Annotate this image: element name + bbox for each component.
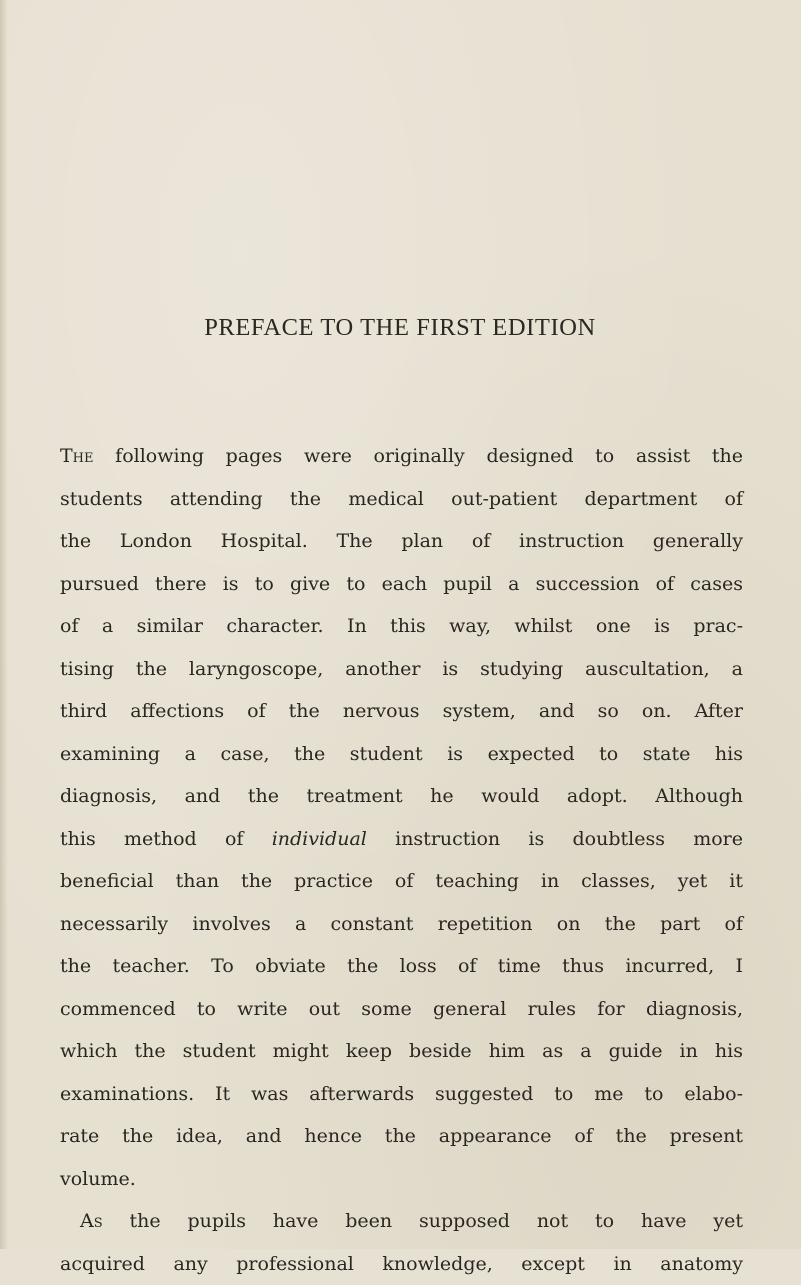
text-line: this method of individual instruction is doubtless more [60,818,743,861]
text-line: of a similar character. In this way, whilst one is prac- [60,605,743,648]
text-line: diagnosis, and the treatment he would adopt. Although [60,775,743,818]
text-line: examining a case, the student is expected to state his [60,733,743,776]
text-line: necessarily involves a constant repetition on the part of [60,903,743,946]
page-gutter-shadow [0,0,8,1249]
text-line: beneficial than the practice of teaching in classes, yet it [60,860,743,903]
text-line: The following pages were originally designed to assist the [60,435,743,478]
text-line: the London Hospital. The plan of instruction generally [60,520,743,563]
text-line: third affections of the nervous system, and so on. After [60,690,743,733]
drop-word: As [80,1210,103,1232]
text-line: As the pupils have been supposed not to have yet [60,1200,743,1243]
text-line: volume. [60,1158,743,1201]
text-line: tising the laryngoscope, another is studying auscultation, a [60,648,743,691]
drop-word: The [60,445,94,467]
text-line: pursued there is to give to each pupil a succession of cases [60,563,743,606]
page-title: PREFACE TO THE FIRST EDITION [110,314,690,342]
text-line: commenced to write out some general rules for diagnosis, [60,988,743,1031]
text-line: rate the idea, and hence the appearance of the present [60,1115,743,1158]
text-line: which the student might keep beside him as a guide in his [60,1030,743,1073]
italic-word: individual [272,828,367,850]
preface-body [60,435,743,1285]
text-line: examinations. It was afterwards suggested to me to elabo- [60,1073,743,1116]
text-line: students attending the medical out-patient department of [60,478,743,521]
text-line: the teacher. To obviate the loss of time thus incurred, I [60,945,743,988]
text-line: acquired any professional knowledge, except in anatomy [60,1243,743,1285]
